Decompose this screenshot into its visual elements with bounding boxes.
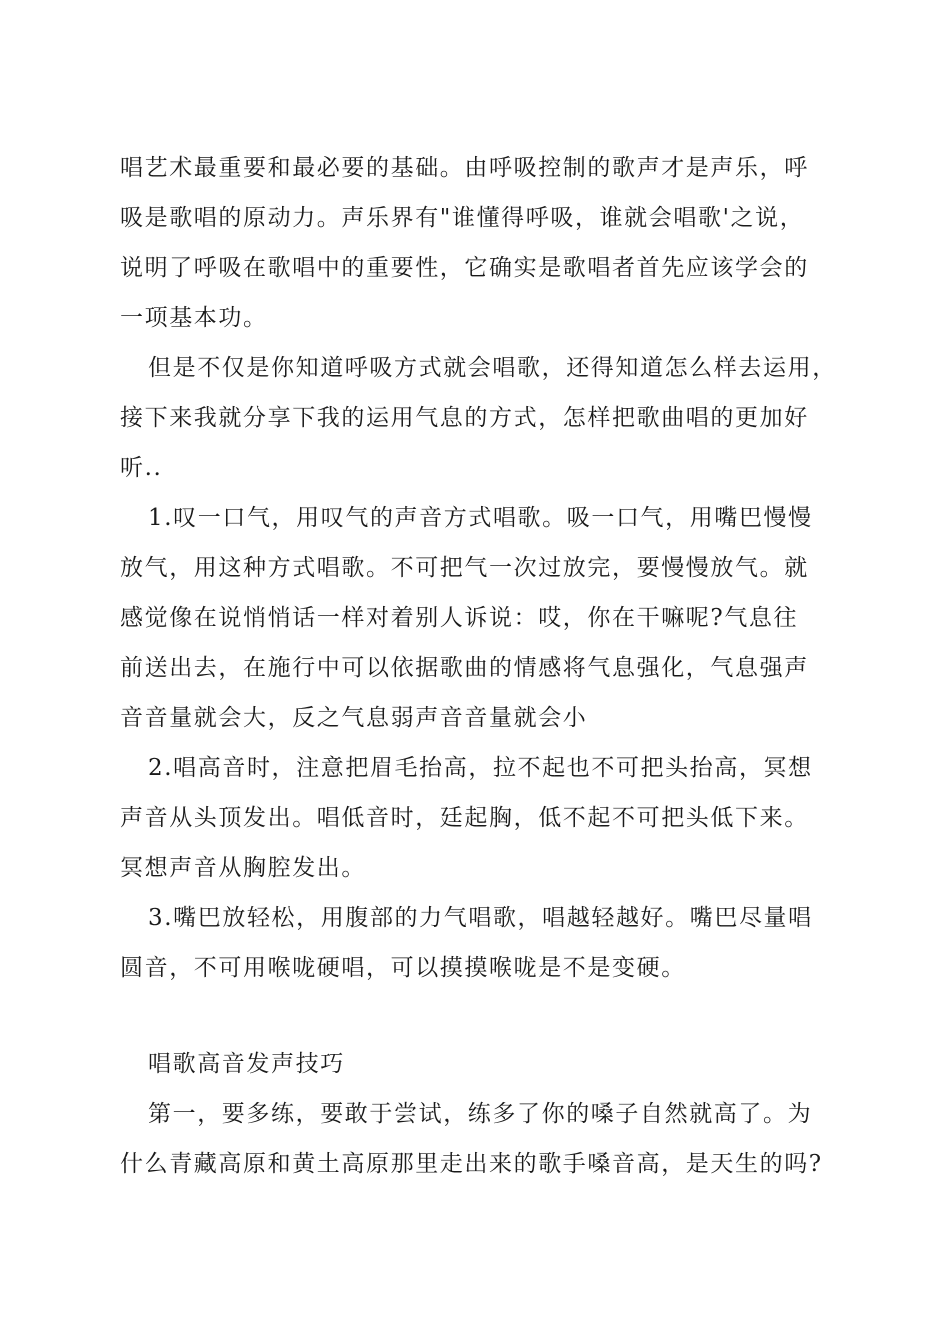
text-line: 说明了呼吸在歌唱中的重要性，它确实是歌唱者首先应该学会的 [120, 255, 809, 281]
text-line: 听.. [120, 455, 163, 481]
text-line: 前送出去，在施行中可以依据歌曲的情感将气息强化，气息强声 [120, 655, 809, 681]
paragraph-high-notes [120, 1089, 832, 1189]
text-line: 什么青藏高原和黄土高原那里走出来的歌手嗓音高，是天生的吗? [120, 1151, 823, 1177]
text-line: 唱艺术最重要和最必要的基础。由呼吸控制的歌声才是声乐，呼 [120, 155, 809, 181]
text-line: 放气，用这种方式唱歌。不可把气一次过放完，要慢慢放气。就 [120, 555, 809, 581]
paragraph-tip-1 [120, 493, 832, 743]
paragraph-tip-3 [120, 893, 832, 993]
paragraph-breathing-basics [120, 143, 832, 343]
text-line: 但是不仅是你知道呼吸方式就会唱歌，还得知道怎么样去运用， [148, 355, 837, 381]
text-line: 音音量就会大，反之气息弱声音音量就会小 [120, 705, 588, 731]
spacer [120, 993, 832, 1039]
paragraph-tip-2 [120, 743, 832, 893]
text-line: 3.嘴巴放轻松，用腹部的力气唱歌，唱越轻越好。嘴巴尽量唱 [148, 905, 813, 931]
text-line: 一项基本功。 [120, 305, 268, 331]
text-line: 2.唱高音时，注意把眉毛抬高，拉不起也不可把头抬高，冥想 [148, 755, 813, 781]
text-line: 吸是歌唱的原动力。声乐界有"谁懂得呼吸，谁就会唱歌'之说， [120, 205, 805, 231]
text-line: 1.叹一口气，用叹气的声音方式唱歌。吸一口气，用嘴巴慢慢 [148, 505, 813, 531]
section-heading: 唱歌高音发声技巧 [148, 1051, 345, 1077]
paragraph-applying-breath [120, 343, 837, 493]
text-line: 圆音，不可用喉咙硬唱，可以摸摸喉咙是不是变硬。 [120, 955, 686, 981]
document-page [120, 143, 837, 1189]
text-line: 感觉像在说悄悄话一样对着别人诉说：哎，你在干嘛呢?气息往 [120, 605, 799, 631]
text-line: 接下来我就分享下我的运用气息的方式，怎样把歌曲唱的更加好 [120, 405, 809, 431]
text-line: 冥想声音从胸腔发出。 [120, 855, 366, 881]
text-line: 第一，要多练，要敢于尝试，练多了你的嗓子自然就高了。为 [148, 1101, 813, 1127]
text-line: 声音从头顶发出。唱低音时，廷起胸，低不起不可把头低下来。 [120, 805, 809, 831]
